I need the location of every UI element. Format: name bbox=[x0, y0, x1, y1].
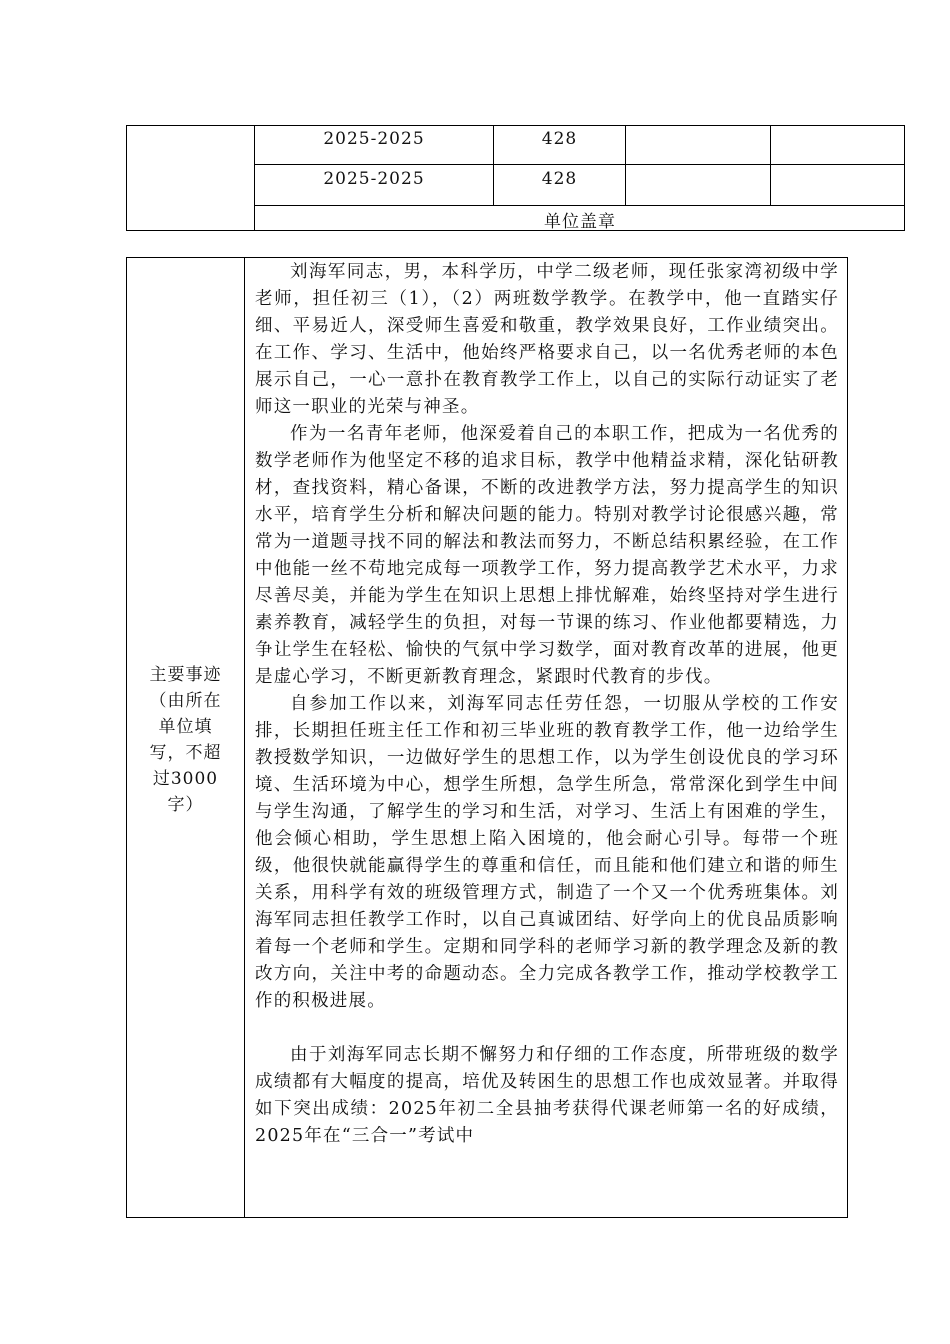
achievements-label bbox=[127, 662, 244, 818]
seal-label: 单位盖章 bbox=[544, 212, 616, 232]
paragraph: 自参加工作以来，刘海军同志任劳任怨，一切服从学校的工作安排，长期担任班主任工作和初三毕业班的教育教学工作，他一边给学生教授数学知识，一边做好学生的思想工作，以为学生创设优良的学习环境、生活环境为中心，想学生所想，急学生所急，常常深化到学生中间与学生沟通，了解学生的学习和生活，对学习、生活上有困难的学生，他会倾心相助，学生思想上陷入困境的，他会耐心引导。每带一个班级，他很快就能赢得学生的尊重和信任，而且能和他们建立和谐的师生关系，用科学有效的班级管理方式，制造了一个又一个优秀班集体。刘海军同志担任教学工作时，以自己真诚团结、好学向上的优良品质影响着每一个老师和学生。定期和同学科的老师学习新的教学理念及新的教改方向，关注中考的命题动态。全力完成各教学工作，推动学校教学工作的积极进展。 bbox=[255, 694, 839, 1011]
label-line: 写，不超 bbox=[149, 743, 222, 763]
paragraph: 作为一名青年老师，他深爱着自己的本职工作，把成为一名优秀的数学老师作为他坚定不移的追求目标，教学中他精益求精，深化钻研教材，查找资料，精心备课，不断的改进教学方法，努力提高学生的知识水平，培育学生分析和解决问题的能力。特别对教学讨论很感兴趣，常常为一道题寻找不同的解法和教法而努力，不断总结积累经验，在工作中他能一丝不苟地完成每一项教学工作，努力提高教学艺术水平，力求尽善尽美，并能为学生在知识上思想上排忧解难，始终坚持对学生进行素养教育，减轻学生的负担，对每一节课的练习、作业他都要精选，力争让学生在轻松、愉快的气氛中学习数学，面对教育改革的进展，他更是虚心学习，不断更新教育理念，紧跟时代教育的步伐。 bbox=[255, 424, 839, 687]
table-row-2-year: 2025-2025 bbox=[323, 169, 425, 189]
achievements-body bbox=[255, 259, 839, 1150]
label-line: 主要事迹 bbox=[149, 665, 222, 685]
label-line: 单位填 bbox=[158, 717, 213, 737]
table-row-2-value: 428 bbox=[541, 169, 578, 189]
paragraph: 刘海军同志，男，本科学历，中学二级老师，现任张家湾初级中学老师，担任初三（1），（2）两班数学教学。在教学中，他一直踏实仔细、平易近人，深受师生喜爱和敬重，教学效果良好，工作业绩突出。在工作、学习、生活中，他始终严格要求自己，以一名优秀老师的本色展示自己，一心一意扑在教育教学工作上，以自己的实际行动证实了老师这一职业的光荣与神圣。 bbox=[255, 262, 839, 417]
table-row-1-value: 428 bbox=[541, 129, 578, 149]
paragraph: 由于刘海军同志长期不懈努力和仔细的工作态度，所带班级的数学成绩都有大幅度的提高，培优及转困生的思想工作也成效显著。并取得如下突出成绩：2025年初二全县抽考获得代课老师第一名的好成绩，2025年在“三合一”考试中 bbox=[255, 1045, 839, 1146]
label-line: 过3000 bbox=[152, 769, 219, 789]
table-row-1-year: 2025-2025 bbox=[323, 129, 425, 149]
label-line: 字） bbox=[167, 795, 204, 815]
label-line: （由所在 bbox=[149, 691, 222, 711]
